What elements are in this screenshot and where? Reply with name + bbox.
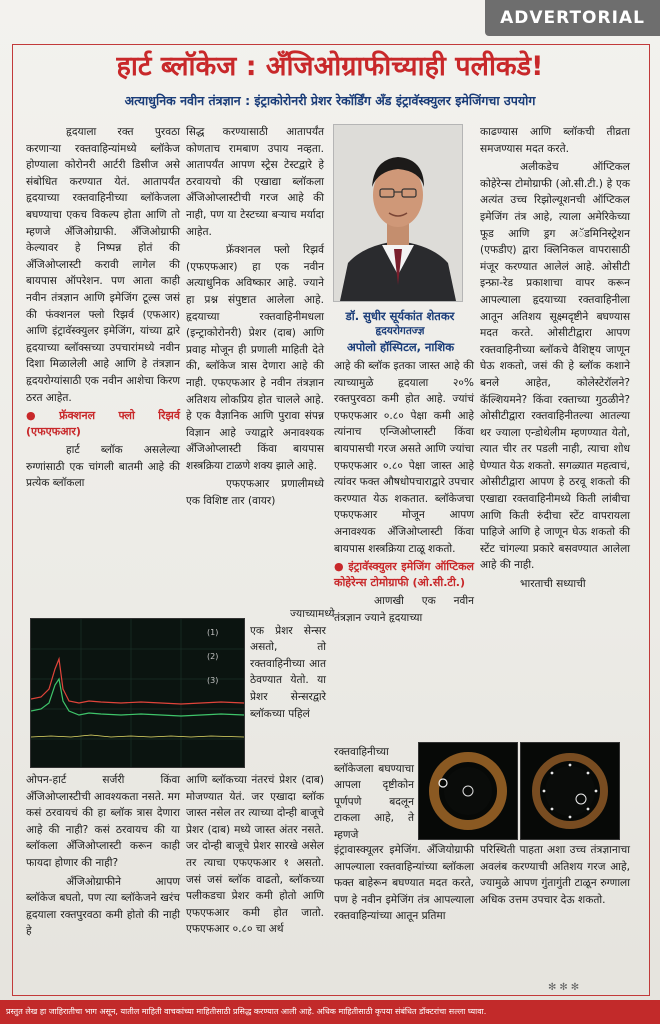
col4-paragraph-3: भारताची सध्याची [520,578,586,591]
col2-paragraph-5: आणि ब्लॉकच्या नंतरचं प्रेशर (दाब) मोजण्यात येतं. जर एखादा ब्लॉक जास्त नसेल तर त्याच्या दोन्ही बाजूचे प्रेशर (दाब) मध्ये जास्त अंतर नसते. जर दोन्ही बाजूचे प्रेशर सारखे असेल तर त्याचा एफएफआर १ असतो. जसं जसं ब्लॉक वाढतो, ब्लॉकच्या पलीकडचा प्रेशर कमी होतो आणि एफएफआर कमी होत जातो. एफएफआर ०.८० चा अर्थ [186,774,324,936]
col4-paragraph-1: काढण्यास आणि ब्लॉकची तीव्रता समजण्यास मदत करते. [480,126,630,155]
column-3 [334,358,474,628]
col1-paragraph-4: अँजिओग्राफीने आपण ब्लॉकेज बघतो, पण त्या ब्लॉकेजने खरंच हृदयाला रक्तपुरवठा कमी होतो की नाही हे [26,875,180,938]
column-1 [26,124,180,494]
decorative-stars: ✻✻✻ [548,982,583,993]
col3-paragraph-2: आणखी एक नवीन तंत्रज्ञान ज्याने हृदयाच्या [334,595,474,624]
col3-paragraph-4: इंट्रावास्क्यूलर इमेजिंग. अँजियोग्राफी आपल्याला रक्तवाहिन्यांच्या ब्लॉकला फक्त बाहेरून बघण्यात मदत करते, पण हे नवीन इमेजिंग तंत्र आपल्याला रक्तवाहिन्यांच्या आतून प्रतिमा [334,844,474,923]
ffr-heading-text: फ्रॅक्शनल फ्लो रिझर्व (एफएफआर) [26,409,180,439]
oct-image-right [520,742,620,840]
column-2-bottom [186,772,324,940]
graph-label-3: (3) [207,676,219,685]
oct-scan-right-image [521,743,619,839]
bullet-icon: ● [334,560,345,574]
col4-paragraph-2: अलीकडेच ऑप्टिकल कोहेरेन्स टोमोग्राफी (ओ.सी.टी.) हे एक अत्यंत उच्च रिझोल्यूशनची ऑप्टिकल इमेजिंग तंत्र आहे, त्याला अमेरिकेच्या फूड आणि ड्रग अॅडमिनिस्ट्रेशन (एफडीए) द्वारा क्लिनिकल वापरासाठी मंजूर करण्यात आलेलं आहे. ओसीटी इन्फ्रा-रेड प्रकाशाचा वापर करून आपल्याला हृदयाच्या रक्तवाहिनीला आतून अतिशय सूक्ष्मदृष्टीने बघण्यास मदत करते. ओसीटीद्वारा आपण रक्तवाहिनीच्या ब्लॉकचे वैशिष्ट्य जाणून घेऊ शकतो, जसं की हे ब्लॉक कशाने बनले आहेत, कोलेस्टेरॉलने? कॅल्शियमने? किंवा रक्ताच्या गुठळीने? ओसीटीद्वारा रक्तवाहिनीतल्या आतल्या थर ज्याला एन्डोथेलीम म्हणण्यात येतो, त्यात चीर तर पडली नाही, त्याचा शोध घेण्यात येऊ शकतो. सगळ्यात महत्वाचं, ओसीटीद्वारा आपण हे ठरवू शकतो की एखाद्या रक्तवाहिनीमध्ये किती लांबीचा आणि किती रुंदीचा स्टेंट वापरायला पाहिजे आणि हे जाणून घेऊ शकतो की स्टेंट चांगल्या प्रकारे बसवण्यात आलेला आहे की नाही. [480,161,630,572]
col2-paragraph-2: फ्रॅक्शनल फ्लो रिझर्व (एफएफआर) हा एक नवीन अत्याधुनिक अविष्कार आहे. ज्याने हा प्रश्न संपुष्टात आलेला आहे. हृदयाच्या रक्तवाहिनीमधला (इन्ट्राकोरोनरी) प्रेशर (दाब) आणि प्रवाह मोजून ही प्रणाली माहिती देते की, ब्लॉकेज त्रास देणारा आहे की नाही. एफएफआर हे नवीन तंत्रज्ञान अतिशय लोकप्रिय होत चालले आहे. हे एक वैज्ञानिक आणि पुरावा संपन्न विज्ञान आहे ज्याद्वारे अनावश्यक अँजिओप्लास्टी किंवा बायपास शस्त्रक्रिया टाळणे शक्य झाले आहे. [186,244,324,472]
col3-paragraph-1: आहे की ब्लॉक इतका जास्त आहे की त्याच्यामुळे हृदयाला २०% रक्तपुरवठा कमी होत आहे. ज्यांचं एफएफआर ०.८० पेक्षा कमी आहे त्यांनाच एन्जिओप्लास्टी किंवा बायपासची गरज असते आणि ज्यांचा एफएफआर ०.८० पेक्षा जास्त आहे त्यांवर फक्त औषधोपचाराद्वारे उपचार करण्यात येऊ शकतात. ब्लॉकेजचा एफएफआर मोजून आपण अनावश्यक अँजिओप्लास्टी किंवा बायपास शस्त्रक्रिया टाळू शकतो. [334,360,474,555]
doctor-title: हृदयरोगतज्ज्ञ [375,325,425,337]
ffr-pressure-graph [30,618,245,768]
graph-label-1: (1) [207,628,219,637]
column-1-bottom [26,772,180,942]
doctor-portrait-image [334,125,462,301]
column-4-bottom [480,842,630,910]
subheadline: अत्याधुनिक नवीन तंत्रज्ञान : इंट्राकोरोनरी प्रेशर रेकॉर्डिंग अँड इंट्रावॅस्क्युलर इमेजिंगचा उपयोग [124,93,536,108]
oct-scan-left-image [419,743,517,839]
doctor-hospital: अपोलो हॉस्पिटल, नाशिक [346,340,455,354]
oct-image-left [418,742,518,840]
col1-paragraph-3: ओपन-हार्ट सर्जरी किंवा अँजिओप्लास्टीची आवश्यकता नसते. मग कसं ठरवायचं की हा ब्लॉक त्रास देणारा आहे की नाही? कसं ठरवायच की या ब्लॉकला अँजिओप्लास्टी करून काही फायदा होणार की नाही? [26,774,180,869]
column-2-side [250,606,335,724]
col1-paragraph-2: हार्ट ब्लॉक असलेल्या रुग्णांसाठी एक चांगली बातमी आहे की प्रत्येक ब्लॉकला [26,444,180,490]
col1-paragraph-1: हृदयाला रक्त पुरवठा करणाऱ्या रक्तवाहिन्यांमध्ये ब्लॉकेज होण्याला कोरोनरी आर्टरी डिसीज असे संबोधित करण्यात येतं. आतापर्यंत हृदयाच्या रक्तवाहिनीच्या ब्लॉकेजला बघण्याचा एकच विकल्प होता आणि तो म्हणजे अँजिओग्राफी. अँजिओग्राफी केल्यावर हे निष्पन्न होतं की अँजिओप्लास्टी करावी लागेल की बायपास ऑपरेशन. पण आता काही नवीन तंत्रज्ञान आणि इमेजिंग टूल्स जसं की फंक्शनल फ्लो रिझर्व (एफआर) आणि इंट्रावॅस्क्युलर इमेजिंग, यांच्या द्वारे हृदयाच्या ब्लॉक्सच्या उपचारांमध्ये नवीन दिशा मिळालेली आहे आणि हे तंत्रज्ञान हृदयरोग्यांसाठी एक नवीन आशेचा किरण ठरत आहेत. [26,126,180,404]
advertorial-badge: ADVERTORIAL [485,0,660,36]
ffr-heading [26,408,180,440]
bullet-icon: ● [26,409,56,423]
column-2 [186,124,324,512]
col3-paragraph-3: रक्तवाहिनीच्या ब्लॉकेजला बघण्याचा आपला दृष्टीकोन पूर्णपणे बदलून टाकला आहे, ते म्हणजे [334,746,414,841]
oct-heading [334,559,474,591]
column-3-side [334,744,414,846]
doctor-photo [333,124,463,302]
pressure-waveform-image [31,619,244,767]
col2-paragraph-1: सिद्ध करण्यासाठी आतापर्यंत कोणताच रामबाण उपाय नव्हता. आतापर्यंत आपण स्ट्रेस टेस्टद्वारे हे ठरवायचो की एखाद्या ब्लॉकला अँजिओप्लास्टीची गरज आहे की नाही, पण या टेस्टच्या बऱ्याच मर्यादा आहेत. [186,126,324,238]
col2-paragraph-4: ज्याच्यामध्ये एक प्रेशर सेन्सर असतो, तो रक्तवाहिनीच्या आत ठेवण्यात येतो. या प्रेशर सेन्सरद्वारे ब्लॉकच्या पहिलं [250,608,335,720]
col2-paragraph-3: एफएफआर प्रणालीमध्ये एक विशिष्ट तार (वायर) [186,478,324,508]
col4-paragraph-4: परिस्थिती पाहता अशा उच्च तंत्रज्ञानाचा अवलंब करण्याची अतिशय गरज आहे, ज्यामुळे आपण गुंतागुंती टाळून रुग्णाला अधिक उत्तम उपचार देऊ शकतो. [480,844,630,906]
graph-label-2: (2) [207,652,219,661]
column-3-bottom [334,842,474,927]
headline: हार्ट ब्लॉकेज : अँजिओग्राफीच्याही पलीकडे! [116,51,544,82]
column-4 [480,124,630,595]
oct-heading-text: इंट्रावॅस्क्युलर इमेजिंग ऑप्टिकल कोहेरेन्स टोमोग्राफी (ओ.सी.टी.) [334,560,474,590]
footer-disclaimer: प्रस्तुत लेख हा जाहिरातीचा भाग असून, यातील माहिती वाचकांच्या माहितीसाठी प्रसिद्ध करण्यात आली आहे. अधिक माहितीसाठी कृपया संबंधित डॉक्टरांचा सल्ला घ्यावा. [0,1000,660,1024]
doctor-name: डॉ. सुधीर सूर्यकांत शेतकर [345,309,455,323]
